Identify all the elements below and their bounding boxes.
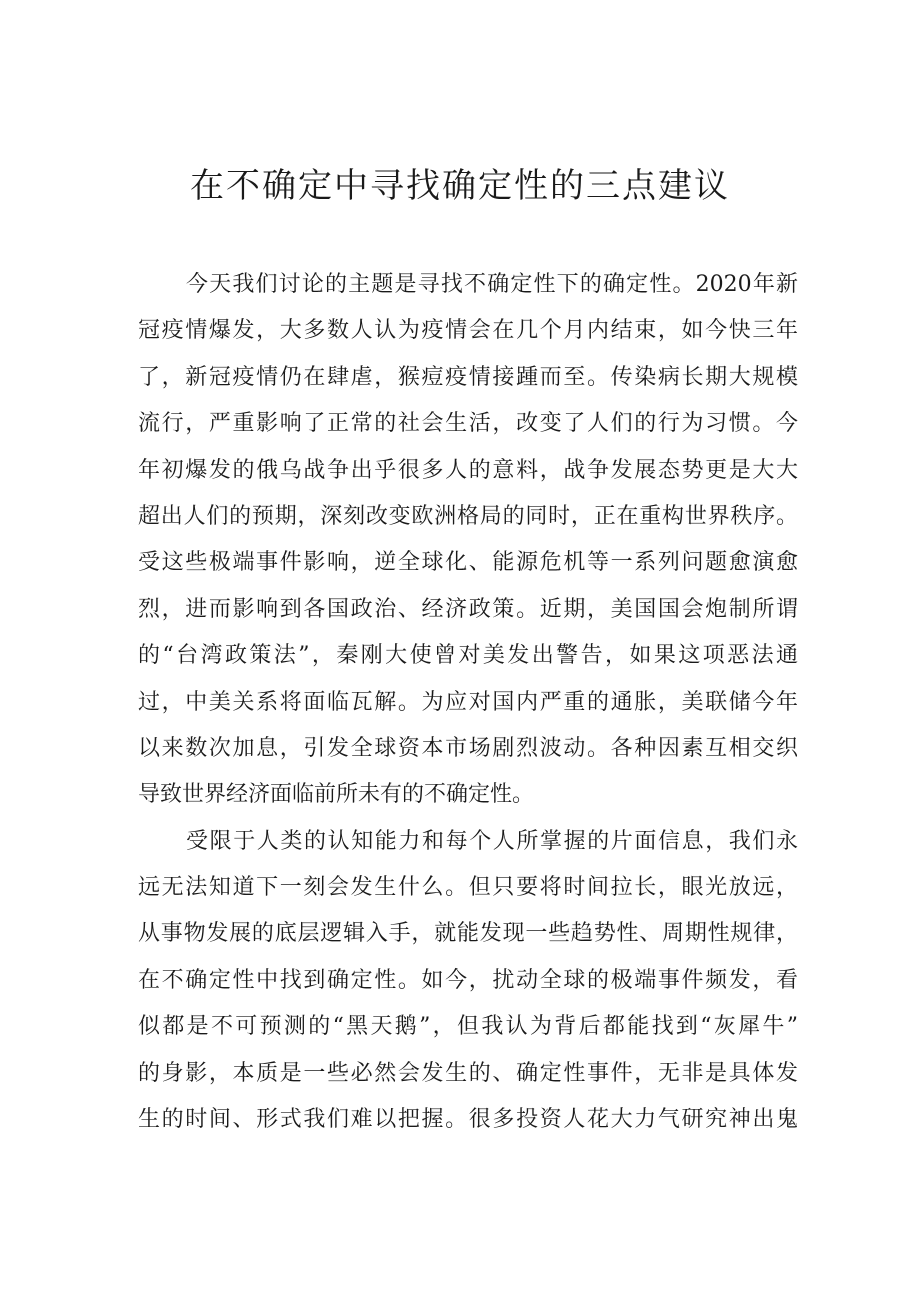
paragraph-2 <box>138 819 798 1144</box>
text-line: 受这些极端事件影响，逆全球化、能源危机等一系列问题愈演愈 <box>138 550 798 576</box>
paragraph-1 <box>138 262 798 819</box>
text-line: 年初爆发的俄乌战争出乎很多人的意料，战争发展态势更是大大 <box>138 457 798 483</box>
text-line: 过，中美关系将面临瓦解。为应对国内严重的通胀，美联储今年 <box>138 689 798 715</box>
document-title: 在不确定中寻找确定性的三点建议 <box>190 166 730 206</box>
text-line: 冠疫情爆发，大多数人认为疫情会在几个月内结束，如今快三年 <box>138 318 798 344</box>
text-line: 远无法知道下一刻会发生什么。但只要将时间拉长，眼光放远， <box>138 875 798 901</box>
text-line: 超出人们的预期，深刻改变欧洲格局的同时，正在重构世界秩序。 <box>138 503 798 529</box>
text-line: 生的时间、形式我们难以把握。很多投资人花大力气研究神出鬼 <box>138 1107 798 1133</box>
text-line: 烈，进而影响到各国政治、经济政策。近期，美国国会炮制所谓 <box>138 596 798 622</box>
document-body <box>138 262 798 1143</box>
text-line: 在不确定性中找到确定性。如今，扰动全球的极端事件频发，看 <box>138 967 798 993</box>
text-line: 了，新冠疫情仍在肆虐，猴痘疫情接踵而至。传染病长期大规模 <box>138 364 798 390</box>
text-line: 流行，严重影响了正常的社会生活，改变了人们的行为习惯。今 <box>138 411 798 437</box>
text-line: 的身影，本质是一些必然会发生的、确定性事件，无非是具体发 <box>138 1060 798 1086</box>
text-line: 导致世界经济面临前所未有的不确定性。 <box>138 782 535 808</box>
text-line: 受限于人类的认知能力和每个人所掌握的片面信息，我们永 <box>186 828 798 854</box>
text-line: 从事物发展的底层逻辑入手，就能发现一些趋势性、周期性规律， <box>138 921 798 947</box>
text-line: 的“台湾政策法”，秦刚大使曾对美发出警告，如果这项恶法通 <box>138 643 798 669</box>
text-line: 今天我们讨论的主题是寻找不确定性下的确定性。2020年新 <box>186 272 798 297</box>
text-line: 似都是不可预测的“黑天鹅”，但我认为背后都能找到“灰犀牛” <box>138 1014 798 1040</box>
text-line: 以来数次加息，引发全球资本市场剧烈波动。各种因素互相交织 <box>138 735 798 761</box>
